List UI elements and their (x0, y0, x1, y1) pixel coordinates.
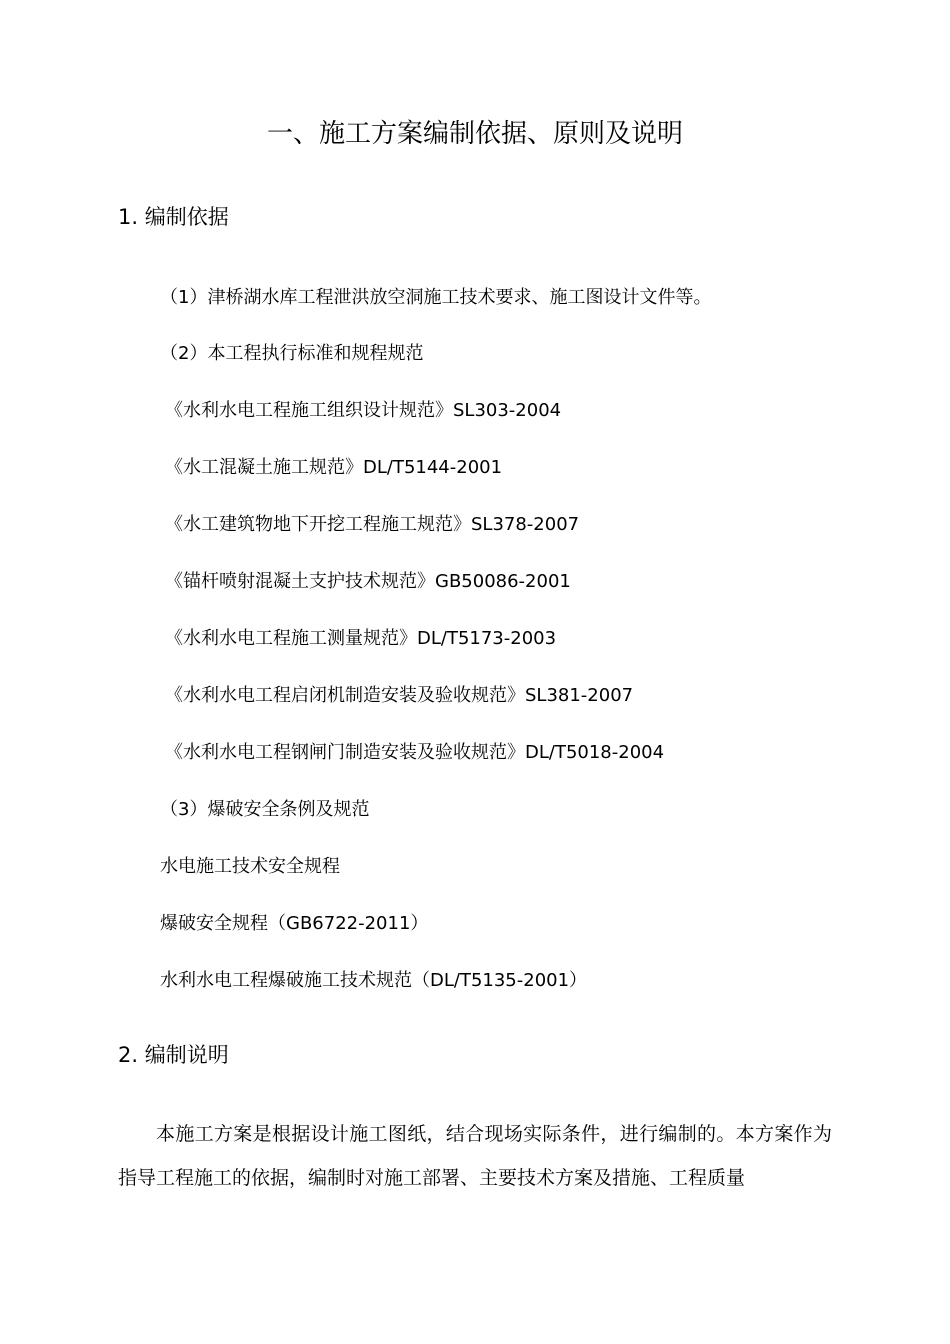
standard-item: 《水利水电工程钢闸门制造安装及验收规范》DL/T5018-2004 (165, 742, 665, 763)
safety-item: 爆破安全规程（GB6722-2011） (160, 913, 429, 934)
basis-item-2: （2）本工程执行标准和规程规范 (160, 343, 424, 364)
safety-item: 水电施工技术安全规程 (160, 856, 340, 877)
standard-item: 《水利水电工程启闭机制造安装及验收规范》SL381-2007 (165, 685, 634, 706)
safety-item: 水利水电工程爆破施工技术规范（DL/T5135-2001） (160, 970, 588, 991)
standard-item: 《水工混凝土施工规范》DL/T5144-2001 (165, 457, 503, 478)
basis-item-1: （1）津桥湖水库工程泄洪放空洞施工技术要求、施工图设计文件等。 (160, 287, 712, 308)
basis-item-3: （3）爆破安全条例及规范 (160, 799, 370, 820)
page-title: 一、施工方案编制依据、原则及说明 (266, 119, 683, 149)
standard-item: 《水工建筑物地下开挖工程施工规范》SL378-2007 (165, 514, 580, 535)
standard-item: 《水利水电工程施工组织设计规范》SL303-2004 (165, 400, 562, 421)
section-heading-description: 2. 编制说明 (118, 1043, 229, 1067)
standard-item: 《锚杆喷射混凝土支护技术规范》GB50086-2001 (165, 571, 571, 592)
description-paragraph: 本施工方案是根据设计施工图纸，结合现场实际条件，进行编制的。本方案作为指导工程施工的依据，编制时对施工部署、主要技术方案及措施、工程质量 (118, 1123, 832, 1189)
standard-item: 《水利水电工程施工测量规范》DL/T5173-2003 (165, 628, 557, 649)
section-heading-basis: 1. 编制依据 (118, 205, 229, 229)
